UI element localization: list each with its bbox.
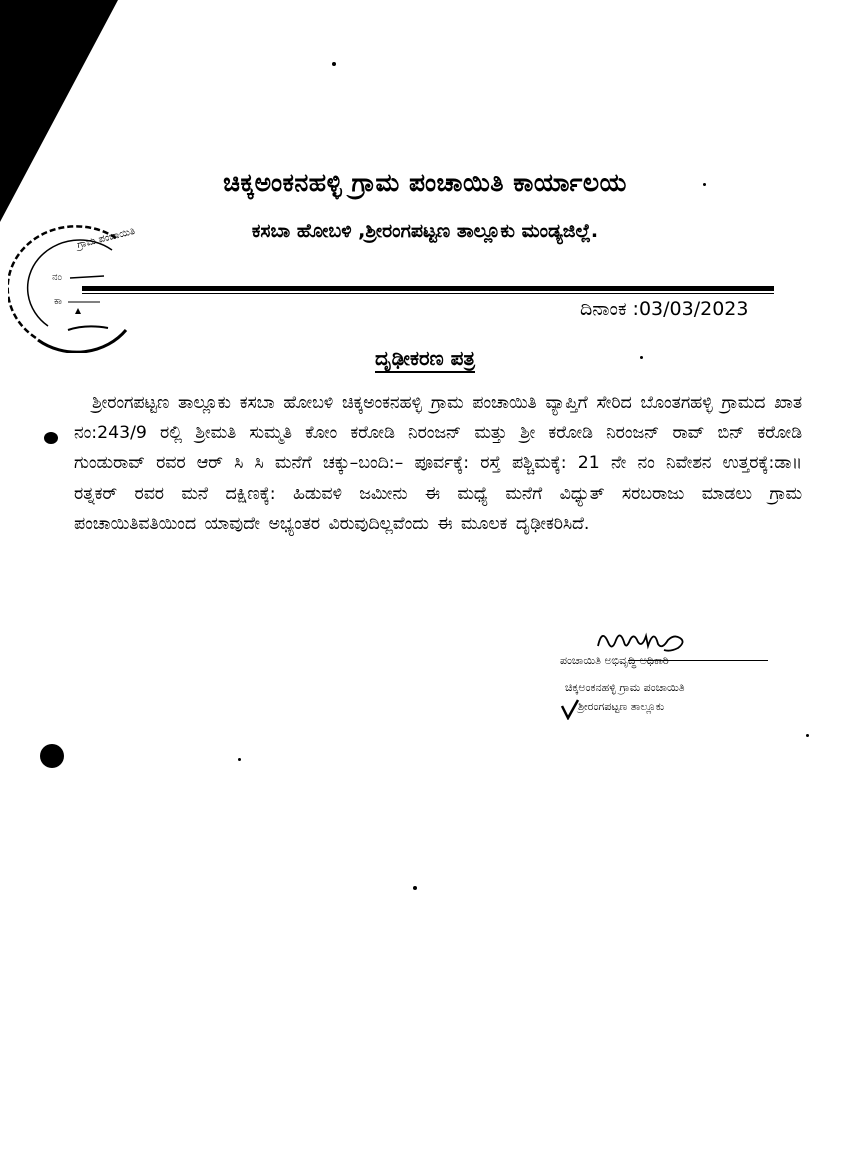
office-name-heading: ಚಿಕ್ಕಅಂಕನಹಳ್ಳಿ ಗ್ರಾಮ ಪಂಚಾಯಿತಿ ಕಾರ್ಯಾಲಯ xyxy=(223,168,627,197)
document-date: ದಿನಾಂಕ :03/03/2023 xyxy=(580,298,749,320)
scan-speck xyxy=(238,758,241,761)
header-rule-thin xyxy=(82,293,774,294)
certificate-body xyxy=(74,388,802,539)
signatory-panchayat: ಚಿಕ್ಕಅಂಕನಹಳ್ಳಿ ಗ್ರಾಮ ಪಂಚಾಯಿತಿ xyxy=(565,681,685,694)
checkmark-icon xyxy=(560,698,580,720)
scan-speck xyxy=(413,886,417,890)
header-rule-thick xyxy=(82,286,774,291)
seal-text-low: ಕಾ xyxy=(54,296,63,307)
body-paragraph: ಶ್ರೀರಂಗಪಟ್ಟಣ ತಾಲ್ಲೂಕು ಕಸಬಾ ಹೋಬಳಿ ಚಿಕ್ಕಅಂಕನಹಳ್ಳಿ ಗ್ರಾಮ ಪಂಚಾಯಿತಿ ವ್ಯಾಪ್ತಿಗೆ ಸೇರಿದ ಬೊಂತಗಹಳ್ಳಿ ಗ್ರಾಮದ ಖಾತ ನಂ:243/9 ರಲ್ಲಿ ಶ್ರೀಮತಿ ಸುಮ್ಮತಿ ಕೋಂ ಕರೋಡಿ ನಿರಂಜನ್ ಮತ್ತು ಶ್ರೀ ಕರೋಡಿ ನಿರಂಜನ್ ರಾವ್ ಬಿನ್ ಕರೋಡಿ ಗುಂಡುರಾವ್ ರವರ ಆರ್ ಸಿ ಸಿ ಮನೆಗೆ ಚಕ್ಕು–ಬಂದಿ:– ಪೂರ್ವಕ್ಕೆ: ರಸ್ತೆ ಪಶ್ಚಿಮಕ್ಕೆ: 21 ನೇ ನಂ ನಿವೇಶನ ಉತ್ತರಕ್ಕೆ:ಡಾ॥ ರತ್ನಕರ್ ರವರ ಮನೆ ದಕ್ಷಿಣಕ್ಕೆ: ಹಿಡುವಳಿ ಜಮೀನು ಈ ಮಧ್ಯೆ ಮನೆಗೆ ವಿಧ್ಯುತ್ ಸರಬರಾಜು ಮಾಡಲು ಗ್ರಾಮ ಪಂಚಾಯಿತಿವತಿಯಿಂದ ಯಾವುದೇ ಅಭ್ಯಂತರ ವಿರುವುದಿಲ್ಲವೆಂದು ಈ ಮೂಲಕ ದೃಢೀಕರಿಸಿದೆ. xyxy=(74,393,802,534)
scan-speck xyxy=(44,432,58,444)
scan-speck xyxy=(703,183,706,186)
signatory-taluk: ಶ್ರೀರಂಗಪಟ್ಟಣ ತಾಲ್ಲೂಕು xyxy=(578,700,665,713)
seal-text-mid: ನಂ xyxy=(52,272,62,283)
seal-text-top: ಗ್ರಾಮ ಪಂಚಾಯಿತಿ xyxy=(76,225,137,251)
scan-speck xyxy=(806,734,809,737)
document-subject xyxy=(0,346,850,370)
punch-hole-mark xyxy=(40,744,64,768)
subject-text: ದೃಢೀಕರಣ ಪತ್ರ xyxy=(375,346,475,373)
scan-speck xyxy=(332,62,336,66)
scan-speck xyxy=(640,356,643,359)
office-address: ಕಸಬಾ ಹೋಬಳಿ ,ಶ್ರೀರಂಗಪಟ್ಟಣ ತಾಲ್ಲೂಕು ಮಂಡ್ಯಜಿಲ್ಲೆ. xyxy=(251,220,599,242)
signatory-designation: ಪಂಚಾಯಿತಿ ಅಭಿವೃದ್ಧಿ ಅಧಿಕಾರಿ xyxy=(560,654,669,667)
